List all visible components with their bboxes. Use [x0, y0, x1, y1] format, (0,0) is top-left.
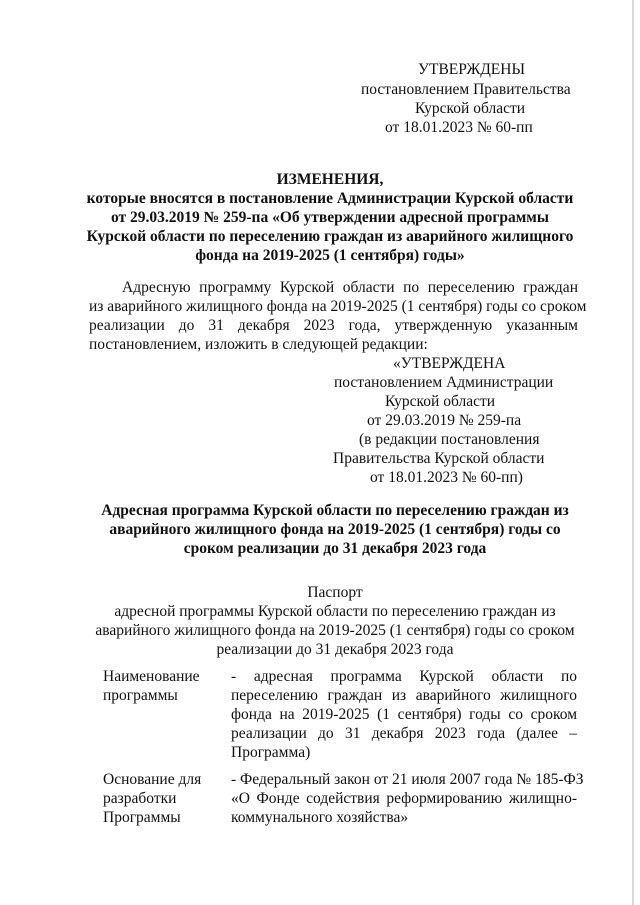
- passport-line: адресной программы Курской области по переселению граждан из: [114, 603, 556, 620]
- row-value: «О Фонде содействия реформированию жилищно-: [231, 790, 577, 807]
- intro-line: из аварийного жилищного фонда на 2019-2025 (1 сентября) годы со сроком: [89, 298, 587, 315]
- changes-title: ИЗМЕНЕНИЯ,: [276, 171, 384, 188]
- program-title-line: Адресная программа Курской области по переселению граждан из: [101, 502, 569, 519]
- approval-line: Курской области: [415, 100, 526, 117]
- approval-line: от 18.01.2023 № 60-пп: [385, 119, 533, 136]
- row-value: коммунального хозяйства»: [231, 809, 409, 826]
- changes-line: Курской области по переселению граждан из аварийного жилищного: [86, 228, 574, 245]
- approval2-title: «УТВЕРЖДЕНА: [393, 355, 506, 372]
- row-label: Наименование: [103, 668, 200, 685]
- program-title-line: сроком реализации до 31 декабря 2023 года: [183, 540, 487, 557]
- row-value: фонда на 2019-2025 (1 сентября) годы со сроком: [231, 706, 577, 723]
- intro-line: реализации до 31 декабря 2023 года, утвержденную указанным: [89, 317, 578, 334]
- row-label: Программы: [103, 809, 181, 826]
- intro-line: постановлением, изложить в следующей редакции:: [89, 336, 428, 353]
- approval2-line: от 29.03.2019 № 259-па: [367, 412, 522, 429]
- changes-line: фонда на 2019-2025 (1 сентября) годы»: [195, 247, 465, 264]
- changes-line: от 29.03.2019 № 259-па «Об утверждении адресной программы: [111, 209, 549, 226]
- program-title-line: аварийного жилищного фонда на 2019-2025 (1 сентября) годы со: [109, 521, 561, 538]
- row-value: реализации до 31 декабря 2023 года (далее –: [231, 725, 577, 742]
- scan-edge: [632, 0, 634, 905]
- approval2-line: от 18.01.2023 № 60-пп): [370, 469, 523, 486]
- approval2-line: (в редакции постановления: [359, 431, 540, 448]
- row-value: переселению граждан из аварийного жилищного: [231, 687, 577, 704]
- passport-line: реализации до 31 декабря 2023 года: [216, 641, 454, 658]
- approval-line: постановлением Правительства: [361, 81, 571, 98]
- row-label: разработки: [103, 790, 177, 807]
- changes-line: которые вносятся в постановление Администрации Курской области: [86, 190, 574, 207]
- approval2-line: Курской области: [385, 393, 496, 410]
- row-value: Программа): [231, 744, 311, 761]
- approval-title: УТВЕРЖДЕНЫ: [418, 61, 525, 78]
- intro-line: Адресную программу Курской области по переселению граждан: [122, 279, 578, 296]
- approval2-line: постановлением Администрации: [334, 374, 554, 391]
- row-value: - адресная программа Курской области по: [231, 668, 577, 685]
- row-label: программы: [103, 687, 178, 704]
- row-label: Основание для: [103, 771, 202, 788]
- row-value: - Федеральный закон от 21 июля 2007 года № 185-ФЗ: [231, 771, 584, 788]
- approval2-line: Правительства Курской области: [333, 450, 545, 467]
- passport-title: Паспорт: [307, 584, 363, 601]
- passport-line: аварийного жилищного фонда на 2019-2025 (1 сентября) годы со сроком: [95, 622, 575, 639]
